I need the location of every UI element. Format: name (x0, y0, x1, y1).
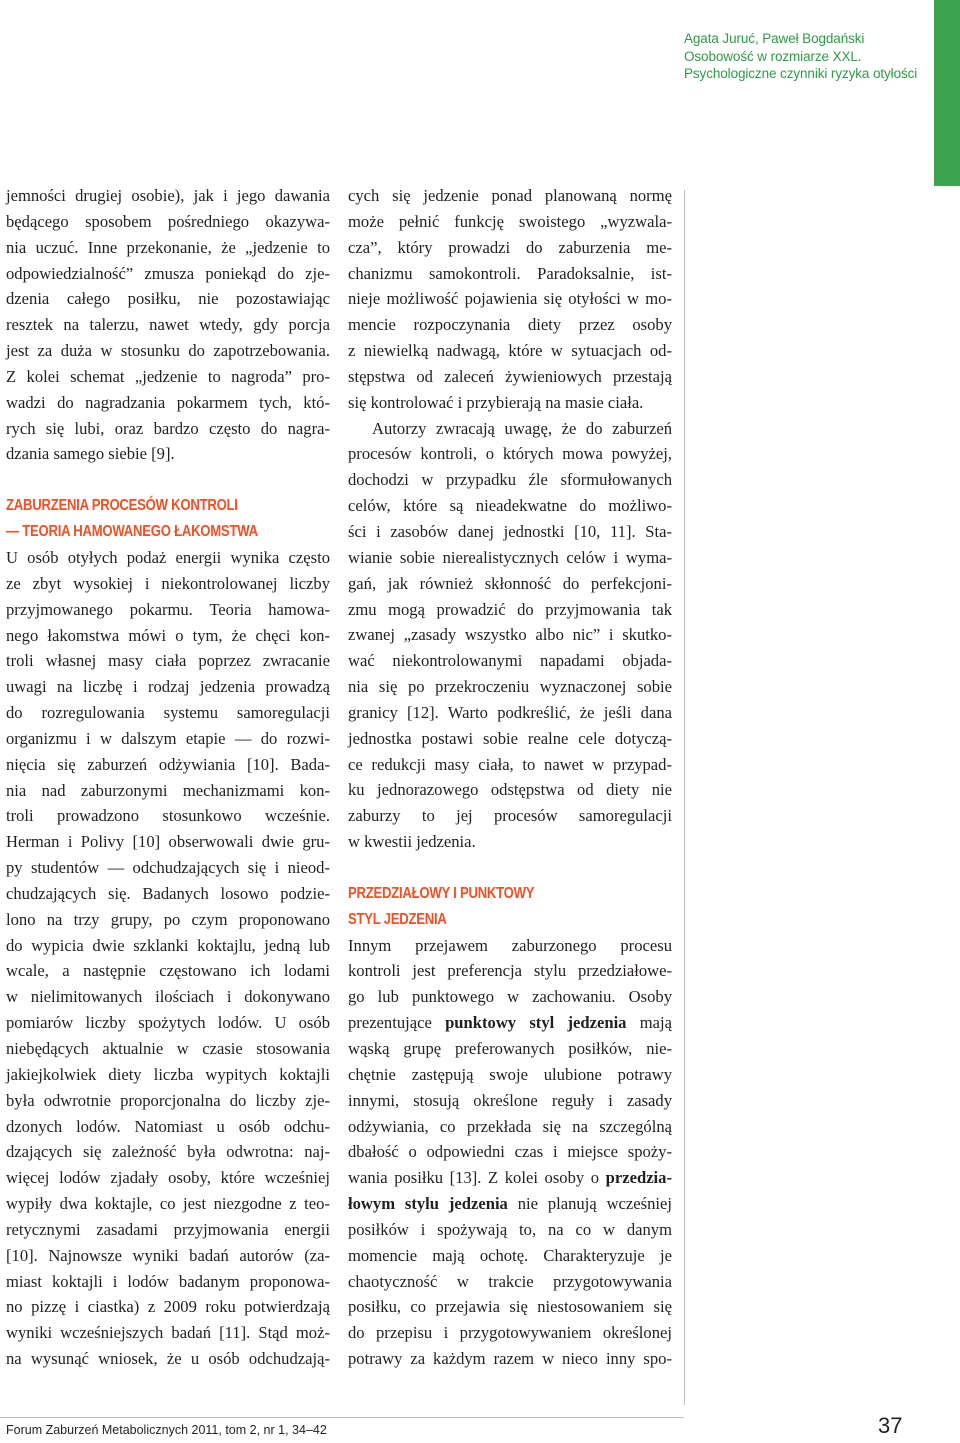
text-line: jakiejkolwiek diety liczba wypitych koktajli (6, 1064, 330, 1084)
running-head-authors: Agata Juruć, Paweł Bogdański (684, 31, 865, 46)
text-line: chudzających się. Badanych losowo podzie- (6, 883, 330, 903)
text-line: będącego sposobem pośredniego okazywa- (6, 211, 330, 231)
text-line: posiłków i spożywają to, na co w danym (348, 1219, 672, 1239)
text-line: dzania samego siebie [9]. (6, 444, 175, 464)
text-line: jednostka postawi sobie realne cele dotyczą- (348, 728, 672, 748)
text-line: granicy [12]. Warto podkreślić, że jeśli dana (348, 702, 672, 722)
term-przedzialowy-styl-part1: przedzia- (605, 1168, 672, 1188)
text-line: wypiły dwa koktajle, co jest niezgodne z teo- (6, 1194, 330, 1214)
text-line: Innym przejawem zaburzonego procesu (348, 935, 672, 955)
section-color-tab (934, 0, 960, 186)
text-line: mencie rozpoczynania diety przez osoby (348, 315, 672, 335)
text-line: no pizzę i ciastka) z 2009 roku potwierdzają (6, 1297, 330, 1317)
text-line: rych się lubi, oraz bardzo często do nagra- (6, 418, 330, 438)
text-line: momencie mają ochotę. Charakteryzuje je (348, 1245, 672, 1265)
text-line: uwagi na liczbę i rodzaj jedzenia prowadzą (6, 677, 330, 697)
text-line: chanizmu samokontroli. Paradoksalnie, ist- (348, 263, 672, 283)
text-line: jemności drugiej osobie), jak i jego dawania (6, 186, 330, 205)
text-line: organizmu i w dalszym etapie — do rozwi- (6, 728, 330, 748)
left-paragraph-1 (6, 183, 330, 467)
section-heading-styl-line2: STYL JEDZENIA (348, 910, 447, 928)
text-line: zmu mogą prowadzić do przyjmowania tak (348, 599, 672, 619)
text-line: chętnie zastępują swoje ulubione potrawy (348, 1064, 672, 1084)
text-line: ści i zasobów danej jednostki [10, 11]. Sta- (348, 521, 672, 541)
journal-citation: Forum Zaburzeń Metabolicznych 2011, tom 2, nr 1, 34–42 (6, 1423, 327, 1437)
text-line: Herman i Polivy [10] obserwowali dwie gru- (6, 832, 330, 852)
text-line: dbałość o odpowiedni czas i miejsce spoży- (348, 1142, 672, 1162)
text-line: troli prowadzono stosunkowo wcześnie. (6, 806, 330, 826)
text-line: nieje możliwość pojawienia się otyłości w mo- (348, 289, 672, 309)
text-line: pomiarów liczby spożytych lodów. U osób (6, 1013, 330, 1033)
text-line: stępstwa od zaleceń żywieniowych przestają (348, 366, 672, 386)
text-line: odpowiedzialność” zmusza poniekąd do zje- (6, 263, 330, 283)
text-line: dzonych lodów. Natomiast u osób odchu- (6, 1116, 330, 1136)
right-paragraph-3 (348, 933, 672, 1372)
term-punktowy-styl: punktowy styl jedzenia (445, 1013, 627, 1033)
text-line: dzających się zależność była odwrotna: naj- (6, 1142, 330, 1162)
text-line: nia nad zaburzonymi mechanizmami kon- (6, 780, 330, 800)
text-line: nego łakomstwa mówi o tym, że chęci kon- (6, 625, 330, 645)
text-line (348, 1165, 672, 1191)
footer-rule (0, 1417, 684, 1418)
text-line: zwanej „zasady wszystko albo nic” i skutko- (348, 625, 672, 645)
text-line: ze zbyt wysokiej i niekontrolowanej liczby (6, 573, 330, 593)
right-paragraph-1 (348, 183, 672, 416)
text-line: dochodzi w przypadku źle sformułowanych (348, 470, 672, 490)
text-line: potrawy za każdym razem w nieco inny spo- (348, 1349, 672, 1369)
text-line: wąską grupę preferowanych posiłków, nie- (348, 1039, 672, 1058)
text-line: posiłku, co przejawia się niestosowaniem się (348, 1297, 672, 1317)
text-line: innymi, stosują określone reguły i zasady (348, 1090, 672, 1110)
text-line: lono na trzy grupy, po czym proponowano (6, 909, 330, 929)
text-fragment: nie planują wcześniej (507, 1194, 672, 1214)
text-line: ku jednorazowego odstępstwa od diety nie (348, 780, 672, 800)
text-line: przyjmowanego pokarmu. Teoria hamowa- (6, 599, 330, 619)
text-line: nięcia się zaburzeń odżywiania [10]. Bada- (6, 754, 330, 774)
text-line: ce redukcji masy ciała, to nawet w przypad- (348, 754, 672, 774)
text-line (348, 1191, 672, 1217)
left-paragraph-2 (6, 545, 330, 1372)
text-line: była odwrotnie proporcjonalna do liczby zje- (6, 1090, 330, 1110)
text-line: Z kolei schemat „jedzenie to nagroda” pro- (6, 366, 330, 386)
right-column (348, 183, 672, 1372)
text-line (348, 1010, 672, 1036)
text-line: niebędących aktualnie w czasie stosowania (6, 1039, 330, 1058)
text-line: się kontrolować i przybierają na masie ciała. (348, 392, 644, 412)
running-head-title-line2: Psychologiczne czynniki ryzyka otyłości (684, 66, 918, 81)
text-line: jest za duża w stosunku do zapotrzebowania. (6, 341, 330, 361)
text-line: na wysunąć wniosek, że u osób odchudzają- (6, 1349, 330, 1369)
text-line: nia się po przekroczeniu wyznaczonej sobie (348, 677, 672, 697)
text-line: celów, które są nieadekwatne do możliwo- (348, 496, 672, 516)
text-line: wać niekontrolowanymi napadami objada- (348, 651, 672, 671)
text-line: py studentów — odchudzających się i nieod- (6, 858, 330, 878)
text-line: procesów kontroli, o których mowa powyżej, (348, 444, 672, 464)
running-head-title-line1: Osobowość w rozmiarze XXL. (684, 48, 862, 64)
left-column (6, 183, 330, 1372)
text-line: do przepisu i przygotowywaniem określonej (348, 1323, 672, 1343)
right-paragraph-2 (348, 416, 672, 855)
text-line: wadzi do nagradzania pokarmem tych, któ- (6, 392, 330, 412)
text-line: może pełnić funkcję swoistego „wyzwala- (348, 211, 672, 231)
text-line: cza”, który prowadzi do zaburzenia me- (348, 237, 672, 257)
text-line: gań, jak również skłonność do perfekcjoni- (348, 573, 672, 593)
section-heading-kontroli-line1: ZABURZENIA PROCESÓW KONTROLI (6, 497, 238, 515)
text-line: wianie sobie nierealistycznych celów i wyma- (348, 547, 672, 567)
text-fragment: mają (626, 1013, 672, 1033)
text-line: retycznymi zasadami przyjmowania energii (6, 1219, 330, 1239)
text-line: nia uczuć. Inne przekonanie, że „jedzenie to (6, 237, 330, 257)
text-line: wyniki wcześniejszych badań [11]. Stąd moż- (6, 1323, 330, 1343)
text-line: więcej lodów zjadały osoby, które wcześniej (6, 1168, 330, 1188)
text-line: U osób otyłych podaż energii wynika często (6, 547, 330, 567)
section-heading-kontroli-line2: — TEORIA HAMOWANEGO ŁAKOMSTWA (6, 523, 258, 541)
text-line: troli własnej masy ciała poprzez zwracanie (6, 651, 330, 671)
running-head (684, 30, 924, 83)
text-line: w kwestii jedzenia. (348, 832, 476, 852)
text-line: resztek na talerzu, nawet wtedy, gdy porcja (6, 315, 330, 335)
text-fragment: prezentujące (348, 1013, 446, 1033)
text-line: z niewielką nadwagą, które w sytuacjach od- (348, 341, 672, 361)
text-line: wcale, a następnie częstowano ich lodami (6, 961, 330, 981)
term-przedzialowy-styl-part2: łowym stylu jedzenia (348, 1194, 508, 1214)
text-line: zaburzy to jej procesów samoregulacji (348, 806, 672, 826)
text-fragment: wania posiłku [13]. Z kolei osoby o (348, 1168, 606, 1188)
page-number: 37 (878, 1413, 903, 1438)
text-line: dzenia całego posiłku, nie pozostawiając (6, 289, 330, 309)
text-line: do rozregulowania systemu samoregulacji (6, 703, 330, 723)
text-line: miast koktajli i lodów badanym proponowa- (6, 1271, 330, 1291)
text-line: odżywiania, co przekłada się na szczególną (348, 1116, 672, 1136)
text-line: kontroli jest preferencja stylu przedziałowe- (348, 961, 672, 981)
text-line: do wypicia dwie szklanki koktajlu, jedną lub (6, 935, 330, 955)
text-line: chaotyczność w trakcie przygotowywania (348, 1271, 672, 1291)
section-heading-styl-line1: PRZEDZIAŁOWY I PUNKTOWY (348, 884, 535, 902)
text-line: [10]. Najnowsze wyniki badań autorów (za- (6, 1245, 330, 1265)
text-line: cych się jedzenie ponad planowaną normę (348, 186, 672, 205)
text-line: w nielimitowanych ilościach i dokonywano (6, 987, 330, 1007)
text-line: Autorzy zwracają uwagę, że do zaburzeń (372, 418, 672, 438)
column-rule (684, 190, 685, 1405)
text-line: go lub punktowego w zachowaniu. Osoby (348, 987, 672, 1007)
